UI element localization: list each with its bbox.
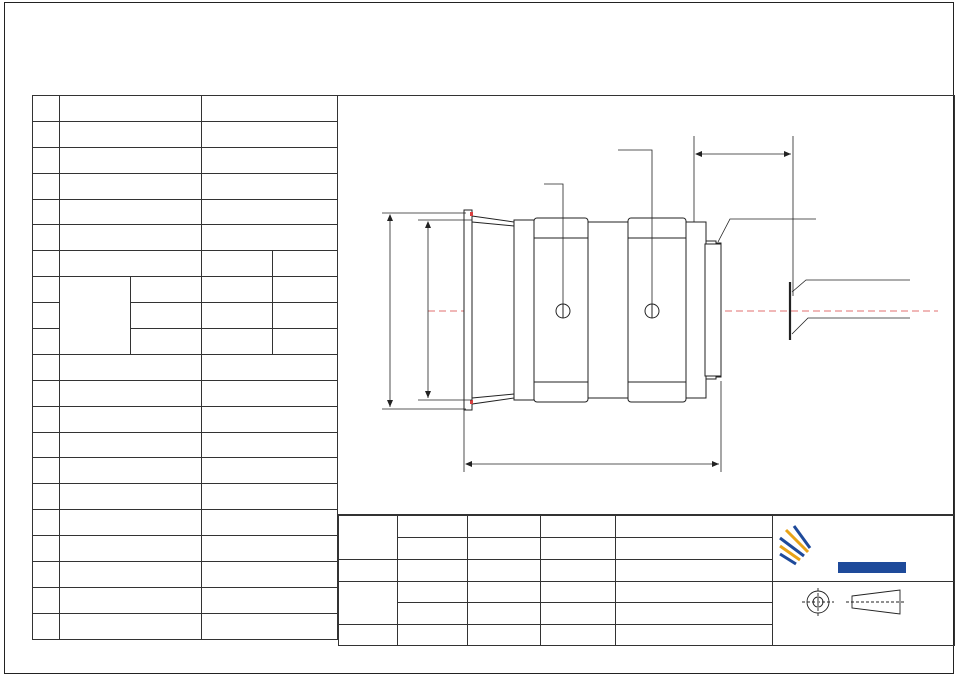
spec-row [33, 173, 338, 199]
row-number [33, 380, 60, 406]
website-label [540, 559, 615, 581]
fov-group-label [60, 277, 131, 355]
tolerance-cell [468, 559, 540, 581]
spec-row [33, 225, 338, 251]
units-label [339, 581, 398, 624]
spec-value [202, 406, 338, 432]
spec-table [32, 95, 338, 640]
website-value [615, 559, 772, 581]
spec-row [33, 432, 338, 458]
spec-value [202, 225, 338, 251]
spec-label [60, 96, 202, 122]
spec-label [60, 173, 202, 199]
scale-label [339, 516, 398, 560]
spec-value [202, 587, 338, 613]
c-mount-leader [718, 219, 816, 242]
spec-label [60, 121, 202, 147]
projection-symbol-icon [774, 582, 952, 618]
spec-row [33, 613, 338, 639]
row-number [33, 432, 60, 458]
row-number [33, 147, 60, 173]
spec-row [33, 277, 338, 303]
row-number [33, 562, 60, 588]
row-number [33, 329, 60, 355]
row-number [33, 484, 60, 510]
spec-label [131, 329, 202, 355]
tolerances-header [468, 516, 540, 538]
spec-label [131, 277, 202, 303]
row-number [33, 121, 60, 147]
spec-row [33, 536, 338, 562]
spec-row [33, 121, 338, 147]
spec-value [202, 536, 338, 562]
row-number [33, 173, 60, 199]
design-label [540, 581, 615, 603]
row-number [33, 96, 60, 122]
image-plane-leader [792, 318, 910, 334]
c-mount-thread [705, 244, 721, 376]
spec-label [60, 199, 202, 225]
spec-value [202, 562, 338, 588]
row-number [33, 251, 60, 277]
spec-value [202, 510, 338, 536]
spec-label [60, 354, 202, 380]
approval-value [615, 624, 772, 646]
tolerance-cell [468, 581, 540, 603]
projection-cell [772, 581, 954, 646]
cover-glass-leader [792, 280, 910, 292]
kyptec-logo [772, 516, 954, 582]
row-number [33, 225, 60, 251]
tolerance-cell [468, 624, 540, 646]
spec-label [60, 458, 202, 484]
spec-row [33, 510, 338, 536]
kyptec-logo-icon [774, 516, 952, 578]
checked-value [615, 603, 772, 625]
spec-label [60, 225, 202, 251]
units-value [339, 624, 398, 646]
front-barrel [464, 210, 534, 410]
row-number [33, 354, 60, 380]
spec-label [60, 510, 202, 536]
spec-value [202, 173, 338, 199]
spec-label [60, 380, 202, 406]
spec-value [202, 613, 338, 639]
spec-label [60, 562, 202, 588]
title-block [338, 515, 955, 646]
spec-row [33, 96, 338, 122]
checked-label [540, 603, 615, 625]
spec-value [273, 303, 338, 329]
row-number [33, 510, 60, 536]
spec-value [202, 458, 338, 484]
spec-label [131, 303, 202, 329]
spec-value [202, 354, 338, 380]
spec-row [33, 587, 338, 613]
spec-value [273, 251, 338, 277]
middle-barrel [588, 222, 628, 398]
design-value [615, 581, 772, 603]
scale-value [339, 559, 398, 581]
spec-row [33, 380, 338, 406]
spec-row [33, 458, 338, 484]
spec-label [60, 251, 202, 277]
remark-cell [398, 559, 468, 581]
spec-label [60, 484, 202, 510]
spec-value [202, 380, 338, 406]
remark-cell [398, 603, 468, 625]
spec-label [60, 613, 202, 639]
row-number [33, 536, 60, 562]
spec-row [33, 484, 338, 510]
diameter-dimensions [382, 213, 472, 409]
spec-value [202, 199, 338, 225]
spec-row [33, 251, 338, 277]
remark-cell [398, 581, 468, 603]
spec-value [202, 277, 273, 303]
spec-row [33, 199, 338, 225]
spec-label [60, 536, 202, 562]
row-number [33, 613, 60, 639]
remark-cell [398, 624, 468, 646]
spec-value [202, 484, 338, 510]
lens-drawing [338, 96, 955, 516]
date-value [540, 537, 615, 559]
spec-value [273, 277, 338, 303]
spec-value [202, 329, 273, 355]
spec-value [273, 329, 338, 355]
spec-row [33, 562, 338, 588]
brand-value [615, 537, 772, 559]
spec-value [202, 251, 273, 277]
lens-drawing-area [338, 95, 955, 515]
tolerance-cell [468, 537, 540, 559]
row-number [33, 458, 60, 484]
row-number [33, 406, 60, 432]
remark-cell [398, 537, 468, 559]
brand-header [615, 516, 772, 538]
title-block-row [339, 581, 955, 603]
spec-value [202, 147, 338, 173]
spec-value [202, 303, 273, 329]
spec-value [202, 432, 338, 458]
row-number [33, 587, 60, 613]
approval-label [540, 624, 615, 646]
row-number [33, 199, 60, 225]
spec-row [33, 147, 338, 173]
spec-row [33, 354, 338, 380]
spec-label [60, 147, 202, 173]
row-number [33, 303, 60, 329]
spec-label [60, 406, 202, 432]
spec-label [60, 432, 202, 458]
remark-header [398, 516, 468, 538]
date-header [540, 516, 615, 538]
row-number [33, 277, 60, 303]
tolerance-cell [468, 603, 540, 625]
title-block-row [339, 516, 955, 538]
spec-label [60, 587, 202, 613]
spec-row [33, 406, 338, 432]
spec-value [202, 121, 338, 147]
spec-value [202, 96, 338, 122]
